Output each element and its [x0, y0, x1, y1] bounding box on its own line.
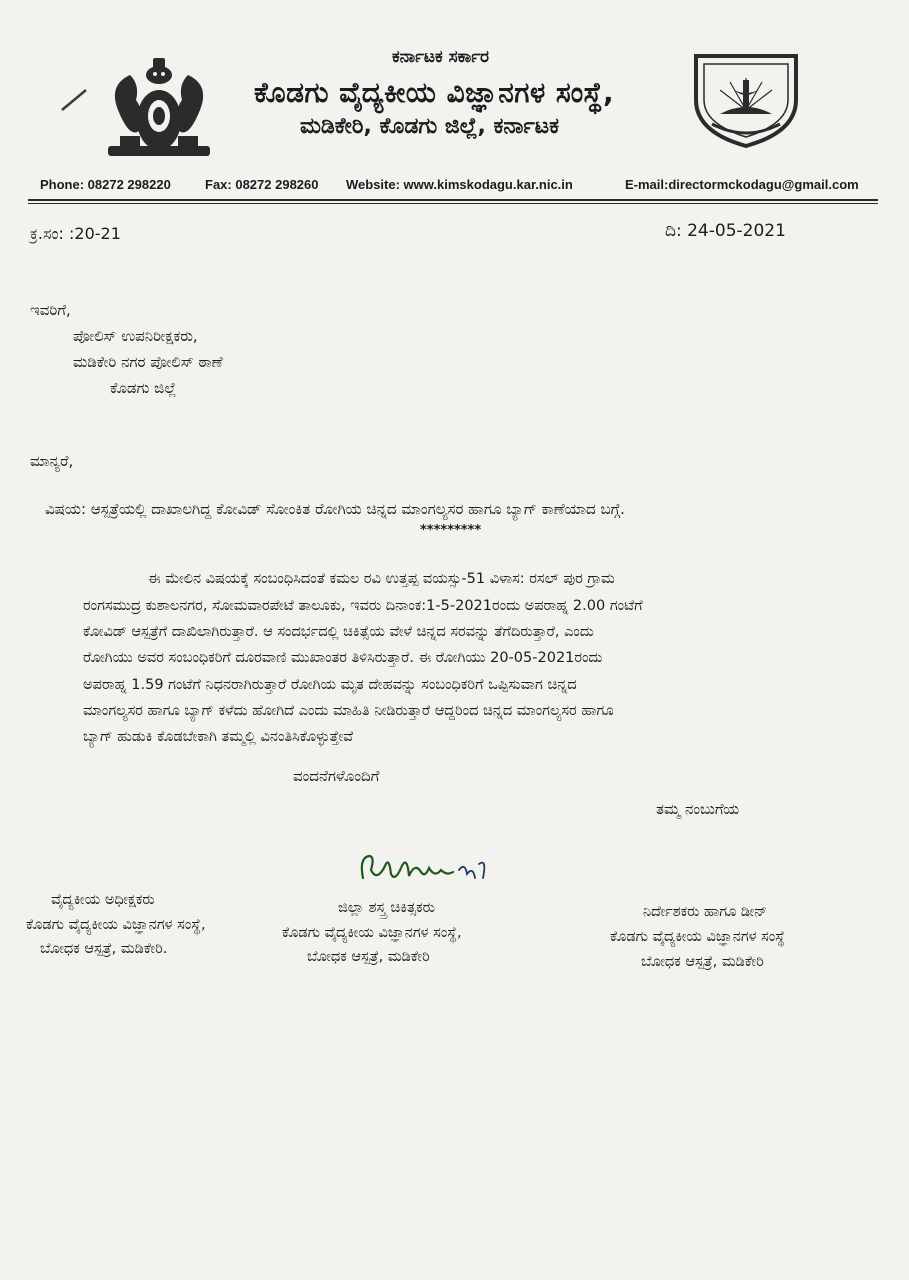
body-line: ಕೋವಿಡ್ ಆಸ್ಪತ್ರೆಗೆ ದಾಖಿಲಾಗಿರುತ್ತಾರೆ. ಆ ಸಂದರ್ಭದಲ್ಲಿ ಚಿಕಿತ್ಸೆಯ ವೇಳೆ ಚಿನ್ನದ ಸರವನ್ನು ತೆಗೆದಿರುತ್ತಾರೆ, ಎಂದು [83, 624, 594, 640]
header-rule-bottom [28, 203, 878, 204]
body-line: ಅಪರಾಹ್ನ 1.59 ಗಂಟೆಗೆ ನಿಧನರಾಗಿರುತ್ತಾರೆ ರೋಗಿಯ ಮೃತ ದೇಹವನ್ನು ಸಂಬಂಧಿಕರಿಗೆ ಒಪ್ಪಿಸುವಾಗ ಚಿನ್ನದ [83, 677, 577, 693]
pen-stroke-mark [60, 88, 88, 112]
body-line: ಬ್ಯಾಗ್ ಹುಡುಕಿ ಕೊಡಬೇಕಾಗಿ ತಮ್ಮಲ್ಲಿ ವಿನಂತಿಸಿಕೊಳ್ಳುತ್ತೇವೆ [83, 729, 354, 745]
subject-separator: ********* [420, 523, 482, 538]
signatory-2-title: ಜಿಲ್ಲಾ ಶಸ್ತ್ರ ಚಿಕಿತ್ಸಕರು [338, 900, 435, 916]
institute-crest-logo [690, 50, 802, 150]
signatory-3-org: ಕೊಡಗು ವೈದ್ಯಕೀಯ ವಿಜ್ಞಾನಗಳ ಸಂಸ್ಥೆ [610, 929, 786, 945]
signatory-2-place: ಬೋಧಕ ಆಸ್ಪತ್ರೆ, ಮಡಿಕೇರಿ [307, 949, 430, 965]
body-line: ರಂಗಸಮುದ್ರ ಕುಶಾಲನಗರ, ಸೋಮವಾರಪೇಟೆ ತಾಲೂಕು, ಇವರು ದಿನಾಂಕ:1-5-2021ರಂದು ಅಪರಾಹ್ನ 2.00 ಗಂಟೆಗೆ [83, 598, 643, 614]
karnataka-emblem-logo [100, 50, 218, 162]
body-line: ರೋಗಿಯು ಅವರ ಸಂಬಂಧಿಕರಿಗೆ ದೂರವಾಣಿ ಮುಖಾಂತರ ತಿಳಿಸಿರುತ್ತಾರೆ. ಈ ರೋಗಿಯು 20-05-2021ರಂದು [83, 650, 603, 666]
signatory-3-place: ಬೋಧಕ ಆಸ್ಪತ್ರೆ, ಮಡಿಕೇರಿ [641, 954, 764, 970]
body-line: ಮಾಂಗಲ್ಯಸರ ಹಾಗೂ ಬ್ಯಾಗ್ ಕಳೆದು ಹೋಗಿದೆ ಎಂದು ಮಾಹಿತಿ ನೀಡಿರುತ್ತಾರೆ ಆದ್ದರಿಂದ ಚಿನ್ನದ ಮಾಂಗಲ್ಯಸರ ಹಾಗೂ [83, 703, 614, 719]
reference-number: ಕ್ರ.ಸಂ: :20-21 [30, 224, 121, 243]
recipient-line-3: ಕೊಡಗು ಜಿಲ್ಲೆ [110, 379, 177, 397]
letter-date: ದಿ: 24-05-2021 [665, 221, 786, 241]
institute-name: ಕೊಡಗು ವೈದ್ಯಕೀಯ ವಿಜ್ಞಾನಗಳ ಸಂಸ್ಥೆ, [254, 76, 615, 109]
signatory-1-place: ಬೋಧಕ ಆಸ್ಪತ್ರೆ, ಮಡಿಕೇರಿ. [40, 941, 168, 957]
to-label: ಇವರಿಗೆ, [30, 301, 71, 319]
signatory-1-title: ವೈದ್ಯಕೀಯ ಅಧೀಕ್ಷಕರು [51, 892, 155, 908]
handwritten-signature [355, 848, 505, 894]
recipient-line-2: ಮಡಿಕೇರಿ ನಗರ ಪೋಲಿಸ್ ಠಾಣೆ [73, 353, 223, 371]
signatory-3-title: ನಿರ್ದೇಶಕರು ಹಾಗೂ ಡೀನ್ [643, 904, 767, 920]
header-rule-top [28, 199, 878, 201]
email-link[interactable]: E-mail:directormckodagu@gmail.com [625, 177, 859, 192]
body-line: ಈ ಮೇಲಿನ ವಿಷಯಕ್ಕೆ ಸಂಬಂಧಿಸಿದಂತೆ ಕಮಲ ರವಿ ಉತ್ತಪ್ಪ ವಯಸ್ಸು-51 ವಿಳಾಸ: ರಸಲ್ ಪುರ ಗ್ರಾಮ [148, 571, 615, 587]
subject-line: ವಿಷಯ: ಆಸ್ಪತ್ರೆಯಲ್ಲಿ ದಾಖಾಲಗಿದ್ದ ಕೋವಿಡ್ ಸೋಂಕಿತ ರೋಗಿಯ ಚಿನ್ನದ ಮಾಂಗಲ್ಯಸರ ಹಾಗೂ ಬ್ಯಾಗ್ ಕಾಣೆಯಾದ ಬಗ್ಗೆ. [45, 500, 625, 518]
recipient-line-1: ಪೋಲಿಸ್ ಉಪನಿರೀಕ್ಷಕರು, [73, 327, 198, 345]
salutation: ಮಾನ್ಯರೆ, [30, 452, 74, 470]
closing-greeting: ವಂದನೆಗಳೊಂದಿಗೆ [293, 767, 380, 785]
fax-number: Fax: 08272 298260 [205, 177, 319, 192]
phone-number: Phone: 08272 298220 [40, 177, 171, 192]
yours-faithfully: ತಮ್ಮ ನಂಬುಗೆಯ [656, 800, 740, 818]
government-heading: ಕರ್ನಾಟಕ ಸರ್ಕಾರ [392, 47, 490, 67]
institute-address: ಮಡಿಕೇರಿ, ಕೊಡಗು ಜಿಲ್ಲೆ, ಕರ್ನಾಟಕ [300, 114, 560, 139]
website-link[interactable]: Website: www.kimskodagu.kar.nic.in [346, 177, 573, 192]
signatory-2-org: ಕೊಡಗು ವೈದ್ಯಕೀಯ ವಿಜ್ಞಾನಗಳ ಸಂಸ್ಥೆ, [282, 925, 462, 941]
signatory-1-org: ಕೊಡಗು ವೈದ್ಯಕೀಯ ವಿಜ್ಞಾನಗಳ ಸಂಸ್ಥೆ, [26, 917, 206, 933]
